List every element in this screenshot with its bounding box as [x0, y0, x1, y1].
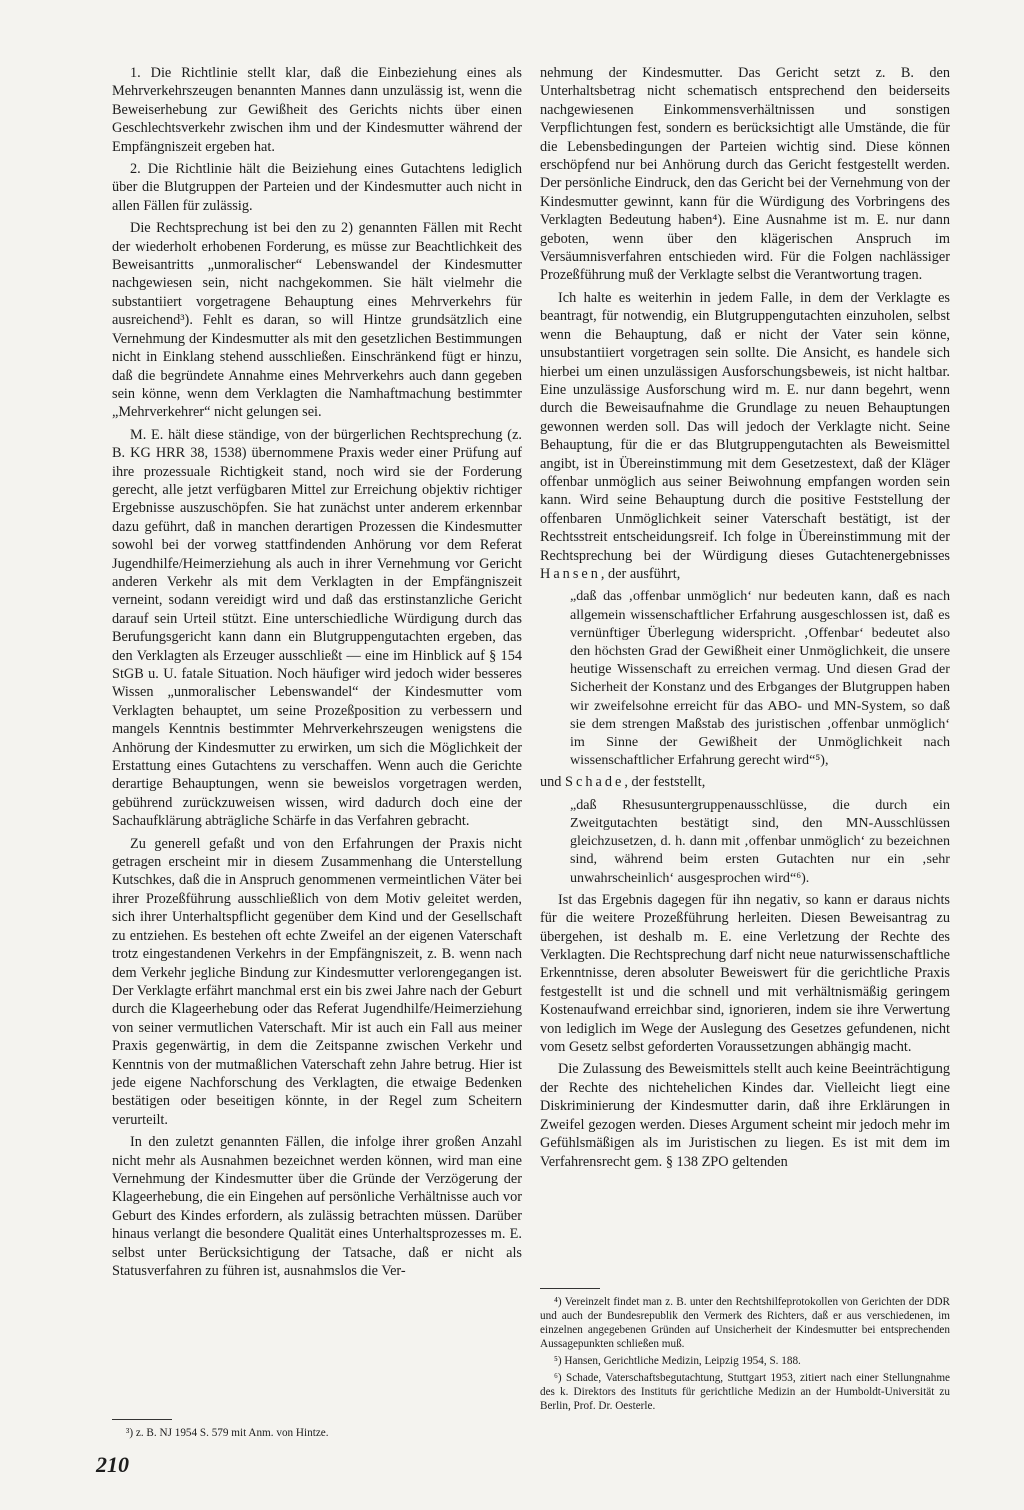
- footnote: ⁴) Vereinzelt findet man z. B. unter den Rechtshilfeprotokollen von Gerichten der DDR und auch der Bundesrepublik den Vermerk des Richters, daß er aus verschiedenen, im einzelnen angegebenen Gründen auf Unsicherheit der Kindesmutter bei entsprechenden Aussagepunkten schließen muß.: [540, 1296, 950, 1350]
- paragraph: Die Zulassung des Beweismittels stellt auch keine Beeinträchtigung der Rechte des nichtehelichen Kindes dar. Vielleicht liegt eine Diskriminierung der Kindesmutter darin, daß ihre Erklärungen in Zweifel gezogen werden. Dieses Argument scheint mir jedoch mehr im Gefühlsmäßigen als im Juristischen zu liegen. Es ist mit dem im Verfahrensrecht gem. § 138 ZPO geltenden: [540, 1061, 950, 1170]
- paragraph-text: Ich halte es weiterhin in jedem Falle, in dem der Verklagte es beantragt, für notwendig, ein Blutgruppengutachten einzuholen, selbst wenn die Behauptung, daß er nicht der Vater sein könne, unsubstantiiert vorgetragen sein sollte. Die Ansicht, es handele sich hierbei um einen unzulässigen Ausforschungsbeweis, ist nicht haltbar. Eine unzulässige Ausforschung wird m. E. nur dann begehrt, wenn durch die Beweisaufnahme die Grundlage zu neuen Behauptungen gewonnen werden soll. Das will jedoch der Verklagte nicht. Seine Behauptung, für die er das Blutgruppengutachten als Beweismittel angibt, ist in Übereinstimmung mit dem Gesetzestext, daß der Kläger offenbar unmöglich aus seiner Beiwohnung empfangen worden sein kann. Wird seine Behauptung durch die positive Feststellung der offenbaren Unmöglichkeit seiner Vaterschaft bestätigt, ist der Rechtsstreit entscheidungsreif. Ich folge in Übereinstimmung mit der Rechtsprechung bei der Würdigung dieses Gutachtenergebnisses: [540, 289, 950, 564]
- left-footnotes: [112, 1413, 522, 1443]
- paragraph: [540, 289, 950, 584]
- author-name: Hansen: [540, 565, 601, 582]
- block-quote: „daß das ‚offenbar unmöglich‘ nur bedeuten kann, daß es nach allgemein wissenschaftlicher Erfahrung ausgeschlossen ist, daß es vernünftiger Überlegung widerspricht. ‚Offenbar‘ bedeutet also den höchsten Grad der Gewißheit einer Unmöglichkeit, die unsere heutige Wissenschaft zu erreichen vermag. Und diesen Grad der Sicherheit der Konstanz und des Erbganges der Blutgruppen haben wir zweifelsohne erreicht für das ABO- und MN-System, so daß sie dem strengen Maßstab des juristischen ‚offenbar unmöglich‘ im Sinne der Gewißheit der Unmöglichkeit nach wissenschaftlicher Erfahrung gerecht wird“⁵),: [570, 588, 950, 769]
- paragraph: Ist das Ergebnis dagegen für ihn negativ, so kann er daraus nichts für die weitere Prozeßführung herleiten. Diesen Beweisantrag zu übergehen, ist deshalb m. E. eine Verletzung der Rechte des Verklagten. Die Rechtsprechung darf nicht neue naturwissenschaftliche Erkenntnisse, deren absoluter Beweiswert für die gerichtliche Praxis festgestellt ist und die schnell und mit verhältnismäßig geringem Kostenaufwand erreichbar sind, ignorieren, indem sie ihre Verwertung von lediglich im Wege der Auslegung des Gesetzes gefundenen, nicht vom Gesetz selbst geforderten Voraussetzungen abhängig macht.: [540, 891, 950, 1056]
- right-footnotes: [540, 1282, 950, 1416]
- paragraph-text: , der ausführt,: [600, 565, 681, 582]
- footnote-divider: [112, 1419, 172, 1420]
- footnote: ³) z. B. NJ 1954 S. 579 mit Anm. von Hintze.: [126, 1427, 329, 1439]
- page-number: 210: [96, 1452, 129, 1477]
- paragraph: Zu generell gefaßt und von den Erfahrungen der Praxis nicht getragen erscheint mir in diesem Zusammenhang die Unterstellung Kutschkes, daß die in Anspruch genommenen vermeintlichen Väter bei ihrer Prozeßführung ausschließlich von dem Motiv geleitet werden, sich ihrer Unterhaltspflicht gegenüber dem Kind und der Gesellschaft zu entziehen. Es bestehen oft echte Zweifel an der eigenen Vaterschaft trotz eingestandenen Verkehrs in der Empfängniszeit, z. B. wenn nach dem Verkehr jegliche Bindung zur Kindesmutter verlorengegangen ist. Der Verklagte erfährt manchmal erst ein bis zwei Jahre nach der Geburt durch die Klageerhebung oder das Referat Jugendhilfe/Heimerziehung von seiner vermutlichen Vaterschaft. Mir ist auch ein Fall aus meiner Praxis gegenwärtig, in dem die Zeitspanne zwischen Verkehr und Kenntnis von der mutmaßlichen Vaterschaft zehn Jahre betrug. Hier ist jede eigene Nachforschung des Verklagten, die etwaige Bedenken bestätigen oder beseitigen könnte, in der Regel zum Scheitern verurteilt.: [112, 835, 522, 1128]
- paragraph: 2. Die Richtlinie hält die Beiziehung eines Gutachtens lediglich über die Blutgruppen der Parteien und der Kindesmutter auch nicht in allen Fällen für zulässig.: [112, 161, 522, 214]
- paragraph: M. E. hält diese ständige, von der bürgerlichen Rechtsprechung (z. B. KG HRR 38, 1538) übernommene Praxis weder einer Prüfung auf ihre prozessuale Richtigkeit stand, noch wird sie der Forderung gerecht, alle jetzt verfügbaren Mittel zur Erreichung objektiv richtiger Ergebnisse auszuschöpfen. Sie hat zunächst unter anderem erkennbar dazu geführt, daß in manchen derartigen Prozessen die Kindesmutter sowohl bei der vorweg stattfindenden Anhörung vor dem Referat Jugendhilfe/Heimerziehung als auch in ihrer Vernehmung vor Gericht anderen Verkehr als mit dem Verklagten in der Empfängniszeit verneint, sodann vereidigt wird und daß das erstinstanzliche Gericht darauf sein Urteil stützt. Eine unterschiedliche Würdigung durch das Berufungsgericht kann dann ein Blutgruppengutachten ergeben, das den Verklagten als Erzeuger ausschließt — eine im Hinblick auf § 154 StGB u. U. fatale Situation. Noch häufiger wird jedoch wider besseres Wissen „unmoralischer Lebenswandel“ der Kindesmutter vom Verklagten behauptet, um seine Prozeßposition zu verbessern und mangels Kenntnis bestimmter Mehrverkehrszeugen wenigstens die Anhörung der Kindesmutter zu erwirken, um sich die Möglichkeit der Erstattung eines Gutachtens zu verschaffen. Wenn auch die Gerichte derartige Behauptungen, wenn sie beweislos vorgetragen werden, gebührend zurückzuweisen wissen, wird dadurch doch eine der Sachaufklärung abträgliche Schärfe in das Verfahren gebracht.: [112, 426, 522, 830]
- author-name: Schade: [565, 774, 625, 791]
- paragraph-text: , der feststellt,: [624, 774, 706, 791]
- paragraph: Die Rechtsprechung ist bei den zu 2) genannten Fällen mit Recht der wiederholt erhobenen Forderung, es müsse zur Beachtlichkeit des Beweisantritts „unmoralischer“ Lebenswandel der Kindesmutter nachgewiesen sein, nicht nachgekommen. Sie hält vielmehr die substantiiert vorgetragene Behauptung eines Mehrverkehrs für ausreichend³). Fehlt es daran, so will Hintze grundsätzlich eine Vernehmung der Kindesmutter als mit den gesetzlichen Bestimmungen nicht in Einklang stehend ausschließen. Einschränkend fügt er hinzu, daß die begründete Annahme eines Mehrverkehrs auch dann gegeben sein könne, wenn dem Verklagten die Namhaftmachung bestimmter „Mehrverkehrer“ nicht gelungen sei.: [112, 220, 522, 421]
- left-column: [112, 64, 522, 1284]
- footnote-divider: [540, 1288, 600, 1289]
- block-quote: „daß Rhesusuntergruppenausschlüsse, die durch ein Zweitgutachten bestätigt sind, den MN-Ausschlüssen gleichzusetzen, d. h. dann mit ‚offenbar unmöglich‘ zu bezeichnen sind, während beim ersten Gutachten nur ein ‚sehr unwahrscheinlich‘ ausgesprochen wird“⁶).: [570, 796, 950, 886]
- footnote: ⁶) Schade, Vaterschaftsbegutachtung, Stuttgart 1953, zitiert nach einer Stellungnahme des k. Direktors des Instituts für gerichtliche Medizin an der Humboldt-Universität zu Berlin, Prof. Dr. Oesterle.: [540, 1372, 950, 1412]
- paragraph-text: und: [540, 774, 562, 791]
- paragraph: 1. Die Richtlinie stellt klar, daß die Einbeziehung eines als Mehrverkehrszeugen benannten Mannes dann unzulässig ist, wenn die Beweiserhebung zur Gewißheit des Gerichts nichts über einen Geschlechtsverkehr zwischen ihm und der Kindesmutter während der Empfängniszeit ergeben hat.: [112, 65, 522, 155]
- right-column: [540, 64, 950, 1175]
- paragraph: [540, 773, 950, 791]
- footnote: ⁵) Hansen, Gerichtliche Medizin, Leipzig 1954, S. 188.: [554, 1355, 801, 1367]
- paragraph: In den zuletzt genannten Fällen, die infolge ihrer großen Anzahl nicht mehr als Ausnahmen bezeichnet werden können, wird man eine Vernehmung der Kindesmutter über die Gründe der Verzögerung der Klageerhebung, die ein Eingehen auf persönliche Verhältnisse auch vor Geburt des Kindes erfordern, als zulässig betrachten müssen. Darüber hinaus verlangt die besondere Qualität eines Unterhaltsprozesses m. E. selbst unter Berücksichtigung der Tatsache, daß er nicht als Statusverfahren zu führen ist, ausnahmslos die Ver-: [112, 1134, 522, 1279]
- paragraph: nehmung der Kindesmutter. Das Gericht setzt z. B. den Unterhaltsbetrag nicht schematisch entsprechend den beiderseits nachgewiesenen Einkommensverhältnissen und sonstigen Verpflichtungen fest, sondern es berücksichtigt alle Umstände, die für die Lebensbedingungen der Parteien wichtig sind. Diese können erschöpfend nur bei Anhörung durch das Gericht festgestellt werden. Der persönliche Eindruck, den das Gericht bei der Vernehmung von der Kindesmutter gewinnt, kann für die Würdigung des Vorbringens des Verklagten Bedeutung haben⁴). Eine Ausnahme ist m. E. nur dann geboten, wenn über den klägerischen Anspruch im Versäumnisverfahren entschieden wird. Für die Folgen nachlässiger Prozeßführung muß der Verklagte selbst die Verantwortung tragen.: [540, 65, 950, 284]
